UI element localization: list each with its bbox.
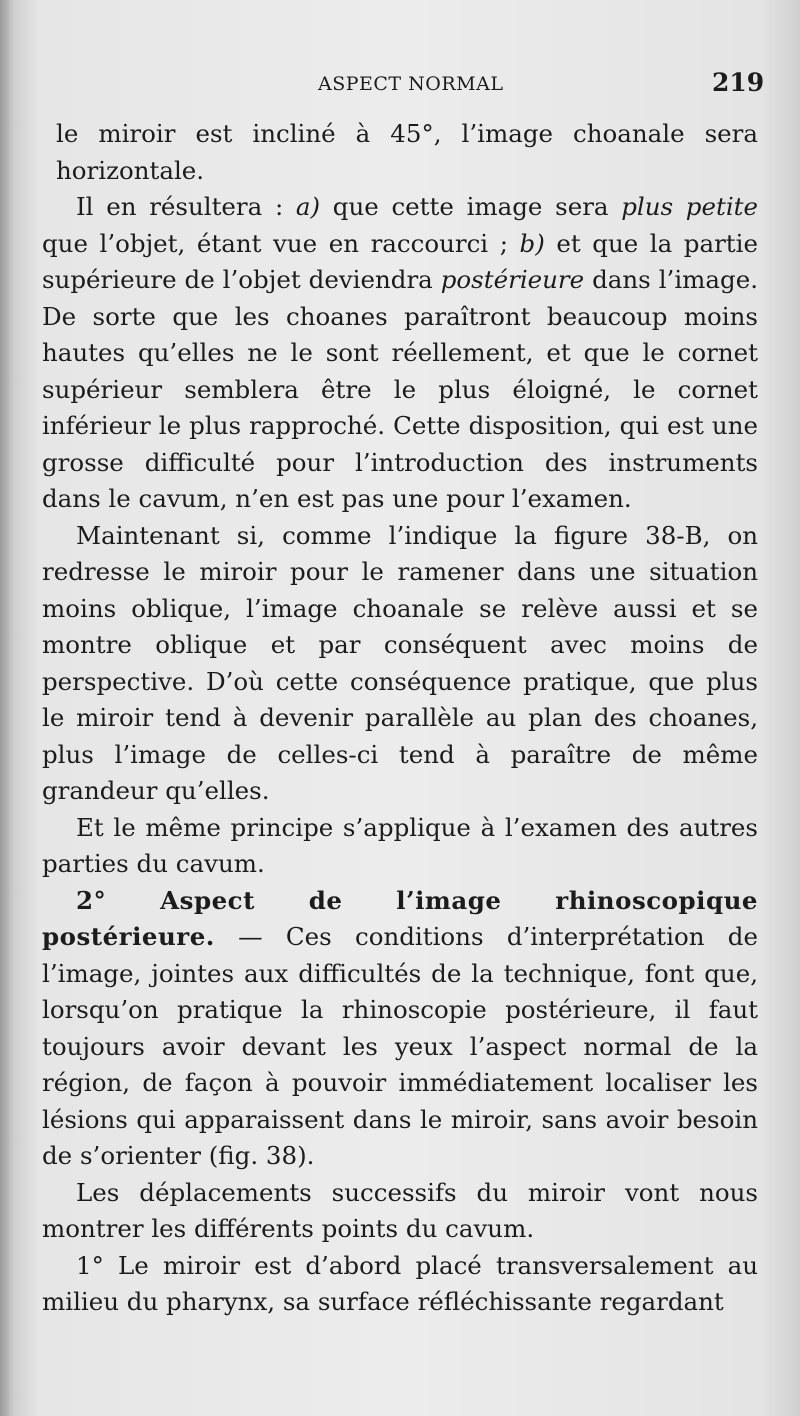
section-heading: 2° Aspect de l’image rhinoscopique postérieure. [42,885,758,951]
paragraph-continuation: le miroir est incliné à 45°, l’image choanale sera horizontale. [56,119,758,185]
paragraph-consequences: Il en résultera : a) que cette image sera plus petite que l’objet, étant vue en raccourci ; b) et que la partie supérieure de l’objet deviendra postérieure dans l’image. De sorte que les choanes paraîtront beaucoup moins hautes qu’elles ne le sont réellement, et que le cornet supérieur semblera être le plus éloigné, le cornet inférieur le plus rapproché. Cette disposition, qui est une grosse difficulté pour l’introduction des instruments dans le cavum, n’en est pas une pour l’examen. [42,192,758,513]
paragraph-same-principle: Et le même principe s’applique à l’examen des autres parties du cavum. [42,812,758,878]
paragraph-first-position: 1° Le miroir est d’abord placé transversalement au milieu du pharynx, sa surface réfléchissante regardant [42,1250,758,1316]
running-title: ASPECT NORMAL [318,73,504,95]
section-posterior-rhinoscopy: 2° Aspect de l’image rhinoscopique postérieure. — Ces conditions d’interprétation de l’image, jointes aux difficultés de la technique, font que, lorsqu’on pratique la rhinoscopie postérieure, il faut toujours avoir devant les yeux l’aspect normal de la région, de façon à pouvoir immédiatement localiser les lésions qui apparaissent dans le miroir, sans avoir besoin de s’orienter (fig. 38). [42,885,758,1170]
page-header [0,70,800,102]
paragraph-mirror-displacements: Les déplacements successifs du miroir vont nous montrer les différents points du cavum. [42,1177,758,1243]
body-text [42,116,758,1321]
page-number: 219 [712,68,765,97]
paragraph-mirror-redressed: Maintenant si, comme l’indique la figure 38-B, on redresse le miroir pour le ramener dans une situation moins oblique, l’image choanale se relève aussi et se montre oblique et par conséquent avec moins de perspective. D’où cette conséquence pratique, que plus le miroir tend à devenir parallèle au plan des choanes, plus l’image de celles-ci tend à paraître de même grandeur qu’elles. [42,520,758,805]
